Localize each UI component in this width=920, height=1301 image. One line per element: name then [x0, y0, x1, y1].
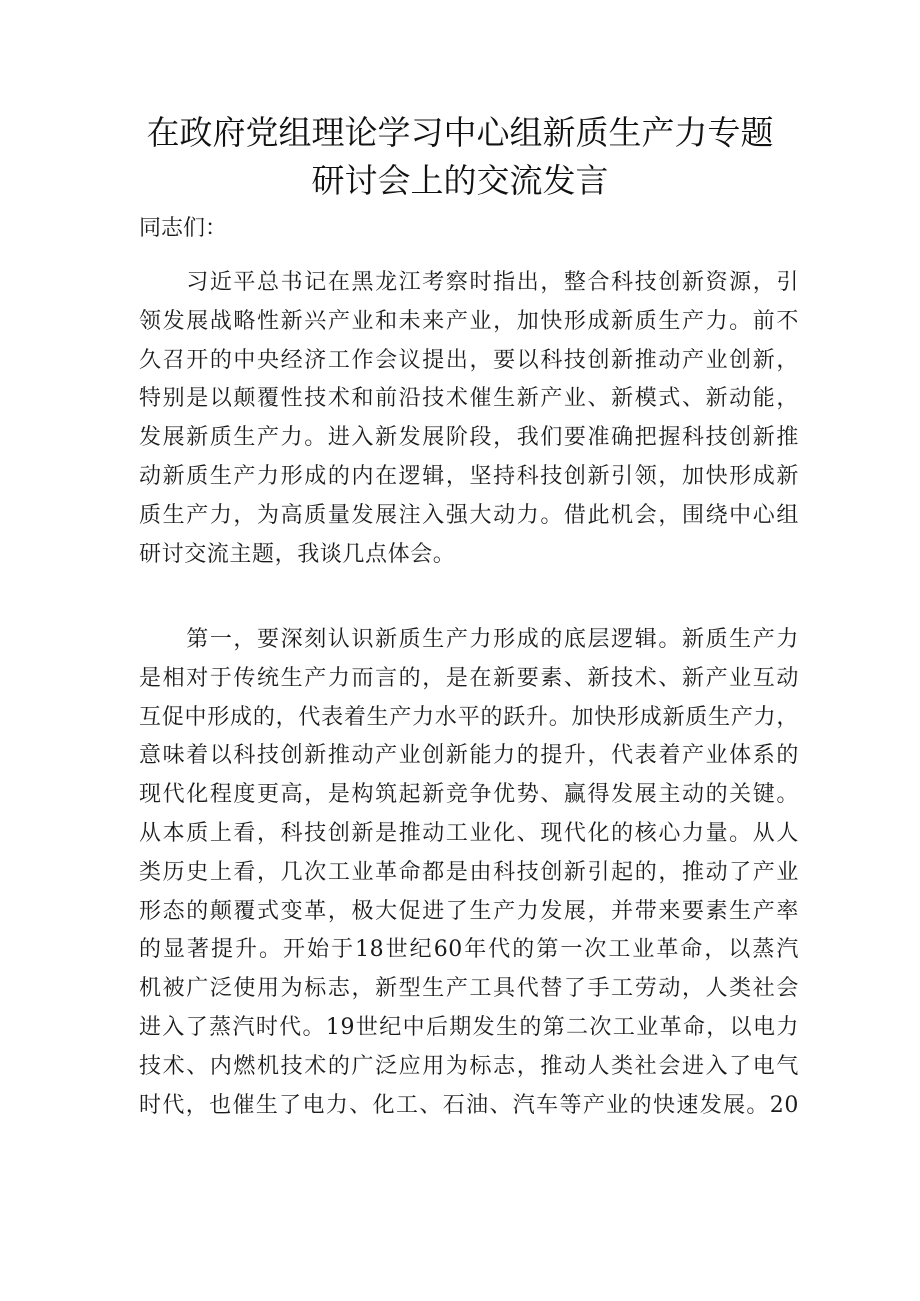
document-title-line-1: 在政府党组理论学习中心组新质生产力专题	[146, 113, 774, 152]
paragraph-line: 进入了蒸汽时代。19世纪中后期发生的第二次工业革命，以电力	[139, 1014, 799, 1040]
paragraph-line: 意味着以科技创新推动产业创新能力的提升，代表着产业体系的	[139, 743, 799, 769]
paragraph-line: 第一，要深刻认识新质生产力形成的底层逻辑。新质生产力	[139, 627, 799, 652]
document-title-line-2: 研讨会上的交流发言	[311, 161, 609, 200]
paragraph-1	[139, 264, 799, 574]
paragraph-2	[139, 621, 799, 1125]
paragraph-line: 特别是以颠覆性技术和前沿技术催生新产业、新模式、新动能，	[139, 386, 799, 412]
paragraph-line: 从本质上看，科技创新是推动工业化、现代化的核心力量。从人	[139, 820, 799, 846]
paragraph-line: 的显著提升。开始于18世纪60年代的第一次工业革命，以蒸汽	[139, 937, 799, 963]
paragraph-line: 互促中形成的，代表着生产力水平的跃升。加快形成新质生产力，	[139, 704, 799, 730]
paragraph-line: 习近平总书记在黑龙江考察时指出，整合科技创新资源，引	[139, 270, 799, 295]
paragraph-line: 研讨交流主题，我谈几点体会。	[139, 541, 456, 567]
paragraph-line: 形态的颠覆式变革，极大促进了生产力发展，并带来要素生产率	[139, 898, 799, 924]
paragraph-line: 质生产力，为高质量发展注入强大动力。借此机会，围绕中心组	[139, 502, 799, 528]
paragraph-line: 类历史上看，几次工业革命都是由科技创新引起的，推动了产业	[139, 859, 799, 885]
paragraph-line: 时代，也催生了电力、化工、石油、汽车等产业的快速发展。20	[139, 1092, 799, 1118]
paragraph-line: 发展新质生产力。进入新发展阶段，我们要准确把握科技创新推	[139, 425, 799, 451]
paragraph-line: 久召开的中央经济工作会议提出，要以科技创新推动产业创新，	[139, 347, 799, 373]
paragraph-line: 现代化程度更高，是构筑起新竞争优势、赢得发展主动的关键。	[139, 782, 799, 808]
paragraph-line: 技术、内燃机技术的广泛应用为标志，推动人类社会进入了电气	[139, 1053, 799, 1079]
paragraph-line: 是相对于传统生产力而言的，是在新要素、新技术、新产业互动	[139, 665, 799, 691]
salutation: 同志们：	[139, 216, 228, 241]
paragraph-line: 机被广泛使用为标志，新型生产工具代替了手工劳动，人类社会	[139, 976, 799, 1002]
paragraph-line: 动新质生产力形成的内在逻辑，坚持科技创新引领，加快形成新	[139, 463, 799, 489]
paragraph-line: 领发展战略性新兴产业和未来产业，加快形成新质生产力。前不	[139, 308, 799, 334]
